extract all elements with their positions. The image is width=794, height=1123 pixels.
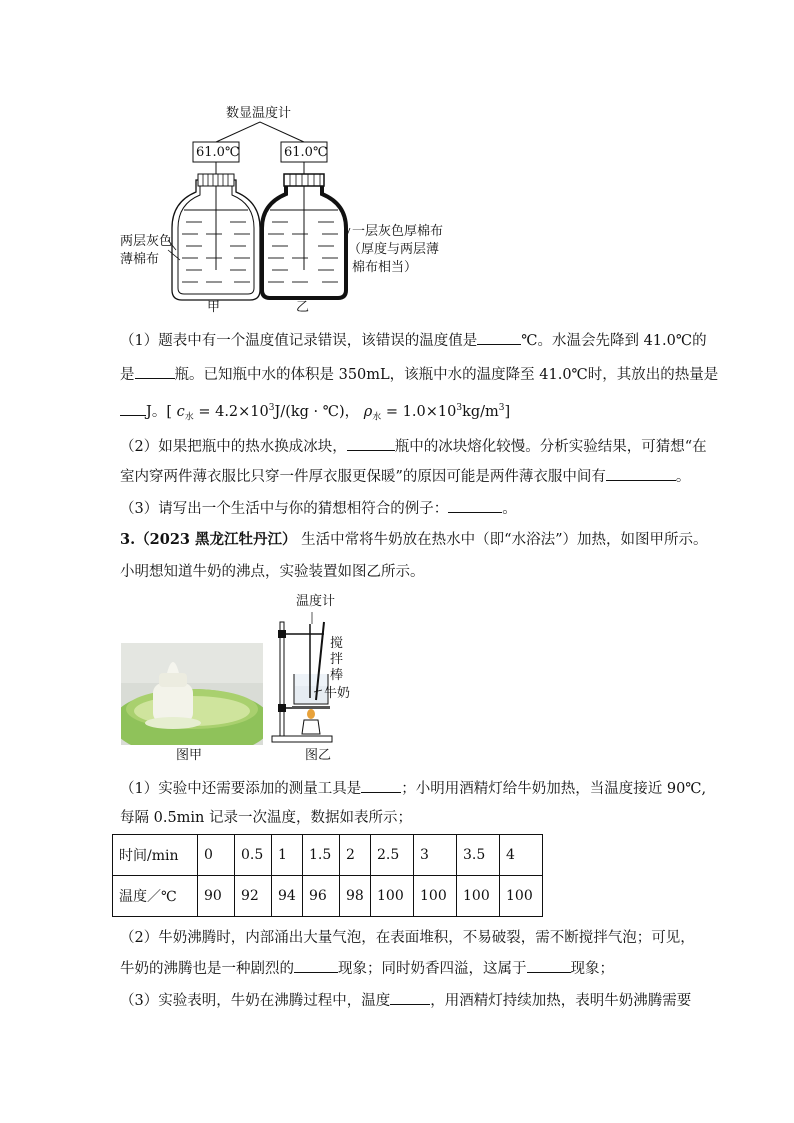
q3-heading: 3.（2023 黑龙江牡丹江） 生活中常将牛奶放在热水中（即“水浴法”）加热，如图甲所示。 [120,531,708,548]
table-cell: 2 [340,835,371,876]
table-row-time [113,835,543,876]
answer-blank[interactable] [390,990,430,1005]
milk-bath-photo [121,643,263,745]
right-label-line2: （厚度与两层薄 [348,242,440,257]
answer-blank[interactable] [294,958,338,973]
answer-blank[interactable] [477,330,521,345]
right-label-line1: 一层灰色厚棉布 [352,224,444,239]
table-cell: 100 [457,876,500,917]
fig-stir-label-2: 拌 [330,652,344,667]
q2-part3: （3）请写出一个生活中与你的猜想相符合的例子： 。 [120,498,517,519]
answer-blank[interactable] [135,364,175,379]
bottle-figure-drawing [110,100,470,320]
q3-sub1-line2: 每隔 0.5min 记录一次温度，数据如表所示； [120,810,413,826]
table-cell: 100 [371,876,414,917]
table-header-cell: 温度／℃ [113,876,198,917]
table-cell: 100 [500,876,543,917]
table-cell: 1.5 [303,835,340,876]
table-cell: 3.5 [457,835,500,876]
left-label-line1: 两层灰色 [120,234,173,249]
table-header-cell: 时间/min [113,835,198,876]
answer-blank[interactable] [347,436,395,451]
table-cell: 2.5 [371,835,414,876]
q2-part1-line2: 是 瓶。已知瓶中水的体积是 350mL，该瓶中水的温度降至 41.0℃时，其放出的热量是 [120,364,718,385]
fig-thermometer-label: 温度计 [296,594,336,609]
bottle-a-caption: 甲 [207,300,221,315]
table-cell: 1 [272,835,303,876]
table-cell: 94 [272,876,303,917]
q2-part2-line2: 室内穿两件薄衣服比只穿一件厚衣服更保暖”的原因可能是两件薄衣服中间有 。 [120,466,690,487]
q3-line2: 小明想知道牛奶的沸点，实验装置如图乙所示。 [120,564,425,580]
answer-blank[interactable] [361,778,401,793]
fig-stir-label-3: 棒 [330,668,344,683]
left-label-line2: 薄棉布 [120,252,160,267]
q2-part2-line1: （2）如果把瓶中的热水换成冰块， 瓶中的冰块熔化较慢。分析实验结果，可猜想“在 [120,436,707,457]
fig-milk-label: 牛奶 [324,686,351,701]
table-row-temperature [113,876,543,917]
apparatus-drawing [268,600,368,745]
table-cell: 96 [303,876,340,917]
q3-sub1-line1: （1）实验中还需要添加的测量工具是 ；小明用酒精灯给牛奶加热，当温度接近 90℃, [120,778,706,799]
q3-sub3: （3）实验表明，牛奶在沸腾过程中，温度 ，用酒精灯持续加热，表明牛奶沸腾需要 [120,990,691,1011]
bottle-figure [110,100,470,320]
q2-part1-line3: J。[ $c_水 = 4.2\times 10^3J/(kg$ · ℃)， $\rho_水 = 1.0\times 10^3kg/m^3$] [120,398,510,428]
table-cell: 0.5 [235,835,272,876]
bottle-b-caption: 乙 [296,300,310,315]
fig-stir-label-1: 搅 [330,636,344,651]
table-cell: 98 [340,876,371,917]
figure-a-caption: 图甲 [176,748,203,763]
table-cell: 100 [414,876,457,917]
table-cell: 92 [235,876,272,917]
thermometer-label: 数显温度计 [226,106,292,121]
answer-blank[interactable] [527,958,571,973]
data-table [112,834,543,917]
q3-sub2-line2: 牛奶的沸腾也是一种剧烈的 现象；同时奶香四溢，这属于 现象； [120,958,614,979]
answer-blank[interactable] [606,466,676,481]
apparatus-figure [268,600,368,745]
reading-left: 61.0℃ [196,145,240,160]
q3-sub2-line1: （2）牛奶沸腾时，内部涌出大量气泡，在表面堆积，不易破裂，需不断搅拌气泡；可见， [120,930,695,946]
table-cell: 0 [198,835,235,876]
answer-blank[interactable] [120,401,146,416]
answer-blank[interactable] [448,498,502,513]
milk-bath-photo-drawing [121,643,263,745]
figure-b-caption: 图乙 [305,748,332,763]
reading-right: 61.0℃ [284,145,328,160]
q2-part1-line1: （1）题表中有一个温度值记录错误，该错误的温度值是 ℃。水温会先降到 41.0℃的 [120,330,707,351]
table-cell: 4 [500,835,543,876]
right-label-line3: 棉布相当） [352,260,418,275]
table-cell: 90 [198,876,235,917]
table-cell: 3 [414,835,457,876]
